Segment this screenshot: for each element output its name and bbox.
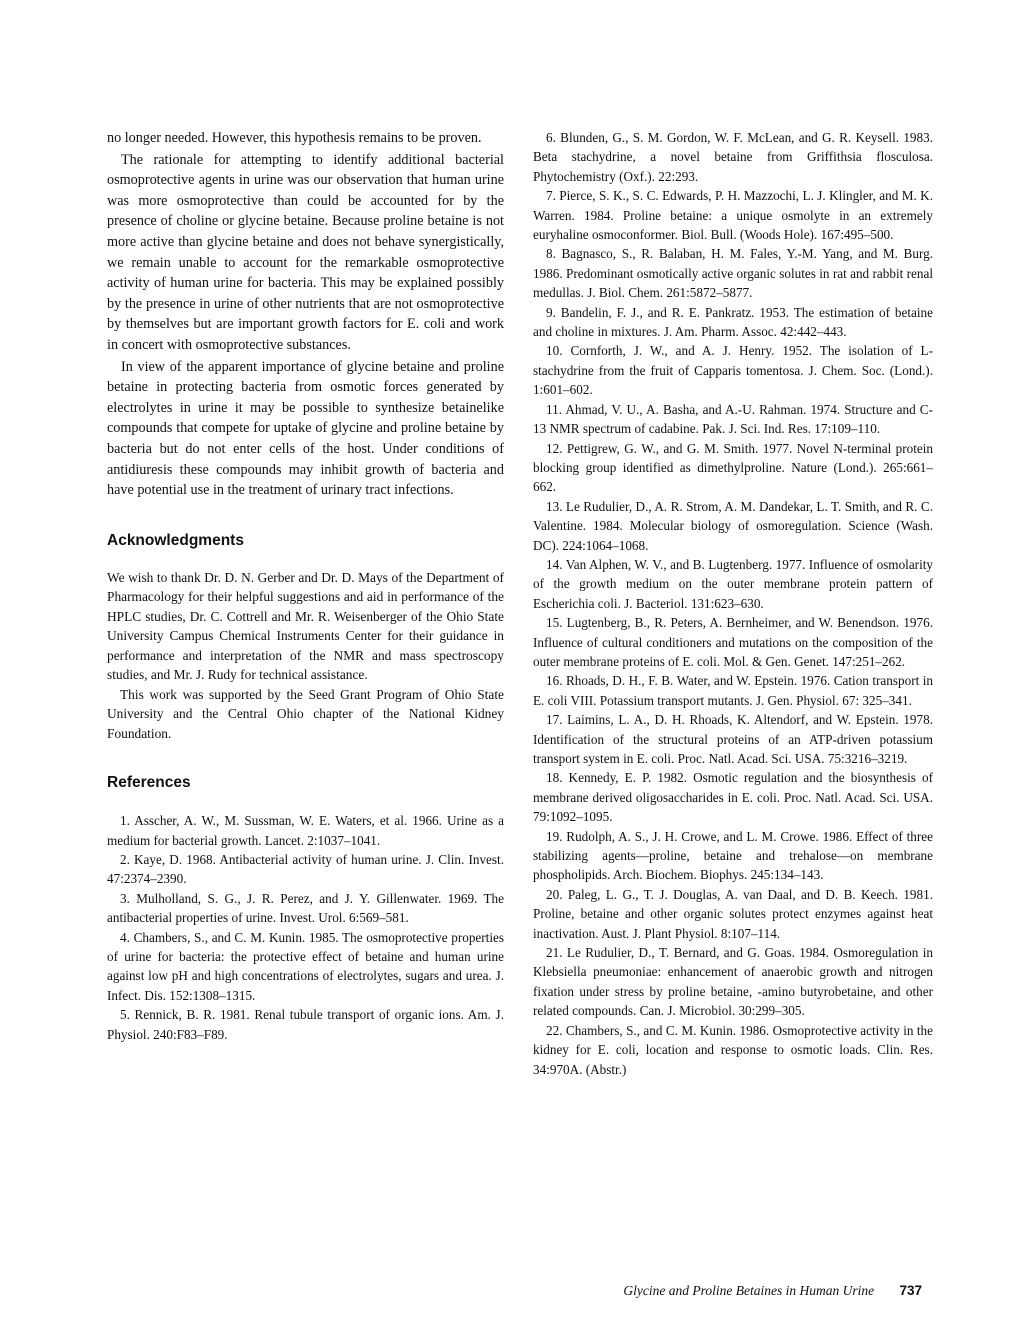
reference-item: 19. Rudolph, A. S., J. H. Crowe, and L. M. Crowe. 1986. Effect of three stabilizing agents—proline, betaine and trehalose—on membrane phospholipids. Arch. Biochem. Biophys. 245:134–143. [533,828,933,883]
reference-list-left [107,811,504,1044]
left-column [107,128,504,1044]
reference-item: 12. Pettigrew, G. W., and G. M. Smith. 1977. Novel N-terminal protein blocking group identified as dimethylproline. Nature (Lond.). 265:661–662. [533,440,933,495]
reference-item: 18. Kennedy, E. P. 1982. Osmotic regulation and the biosynthesis of membrane derived oligosaccharides in E. coli. Proc. Natl. Acad. Sci. USA. 79:1092–1095. [533,770,933,825]
acknowledgments-heading: Acknowledgments [107,531,244,549]
reference-item: 5. Rennick, B. R. 1981. Renal tubule transport of organic ions. Am. J. Physiol. 240:F83–F89. [107,1007,504,1042]
page-footer [623,1283,922,1299]
acknowledgments-paragraph: This work was supported by the Seed Grant Program of Ohio State University and the Central Ohio chapter of the National Kidney Foundation. [107,686,504,741]
reference-item: 10. Cornforth, J. W., and A. J. Henry. 1952. The isolation of L-stachydrine from the fruit of Capparis tomentosa. J. Chem. Soc. (Lond.). 1:601–602. [533,343,933,398]
reference-item: 15. Lugtenberg, B., R. Peters, A. Bernheimer, and W. Benendson. 1976. Influence of cultural conditioners and mutations on the composition of the outer membrane proteins of E. coli. Mol. & Gen. Genet. 147:251–262. [533,615,933,669]
references-heading: References [107,774,191,792]
reference-item: 17. Laimins, L. A., D. H. Rhoads, K. Altendorf, and W. Epstein. 1978. Identification of the structural proteins of an ATP-driven potassium transport system in E. coli. Proc. Natl. Acad. Sci. USA. 75:3216–3219. [533,712,933,766]
running-title: Glycine and Proline Betaines in Human Urine [623,1283,875,1298]
reference-item: 16. Rhoads, D. H., F. B. Water, and W. Epstein. 1976. Cation transport in E. coli VIII. Potassium transport mutants. J. Gen. Physiol. 67: 325–341. [533,673,933,708]
reference-item: 4. Chambers, S., and C. M. Kunin. 1985. The osmoprotective properties of urine for bacteria: the protective effect of betaine and human urine against low pH and high concentrations of electrolytes, sugars and urea. J. Infect. Dis. 152:1308–1315. [107,929,504,1003]
body-paragraph: no longer needed. However, this hypothesis remains to be proven. [107,130,482,146]
reference-item: 2. Kaye, D. 1968. Antibacterial activity of human urine. J. Clin. Invest. 47:2374–2390. [107,852,504,887]
reference-item: 11. Ahmad, V. U., A. Basha, and A.-U. Rahman. 1974. Structure and C-13 NMR spectrum of cadabine. Pak. J. Sci. Ind. Res. 17:109–110. [533,401,933,437]
reference-item: 9. Bandelin, F. J., and R. E. Pankratz. 1953. The estimation of betaine and choline in mixtures. J. Am. Pharm. Assoc. 42:442–443. [533,304,933,340]
reference-item: 22. Chambers, S., and C. M. Kunin. 1986. Osmoprotective activity in the kidney for E. coli, location and response to osmotic loads. Clin. Res. 34:970A. (Abstr.) [533,1022,933,1077]
reference-item: 7. Pierce, S. K., S. C. Edwards, P. H. Mazzochi, L. J. Klingler, and M. K. Warren. 1984. Proline betaine: a unique osmolyte in an extremely euryhaline osmoconformer. Biol. Bull. (Woods Hole). 167:495–500. [533,188,933,243]
reference-item: 8. Bagnasco, S., R. Balaban, H. M. Fales, Y.-M. Yang, and M. Burg. 1986. Predominant osmotically active organic solutes in rat and rabbit renal medullas. J. Biol. Chem. 261:5872–5877. [533,246,933,301]
reference-item: 13. Le Rudulier, D., A. R. Strom, A. M. Dandekar, L. T. Smith, and R. C. Valentine. 1984. Molecular biology of osmoregulation. Science (Wash. DC). 224:1064–1068. [533,498,933,553]
reference-item: 1. Asscher, A. W., M. Sussman, W. E. Waters, et al. 1966. Urine as a medium for bacterial growth. Lancet. 2:1037–1041. [107,813,504,848]
body-paragraph: The rationale for attempting to identify additional bacterial osmoprotective agents in urine was our observation that human urine was more osmoprotective than could be accounted for by the presence of choline or glycine betaine. Because proline betaine is not more active than glycine betaine and does not behave synergistically, we remain unable to account for the remarkable osmoprotective activity of human urine for bacteria. This may be explained possibly by the presence in urine of other nutrients that are not osmoprotective by themselves but are important growth factors for E. coli and work in concert with osmoprotective substances. [107,151,504,353]
reference-item: 14. Van Alphen, W. V., and B. Lugtenberg. 1977. Influence of osmolarity of the growth medium on the outer membrane protein pattern of Escherichia coli. J. Bacteriol. 131:623–630. [533,556,933,611]
acknowledgments-paragraph: We wish to thank Dr. D. N. Gerber and Dr. D. Mays of the Department of Pharmacology for their helpful suggestions and aid in performance of the HPLC studies, Dr. C. Cottrell and Mr. R. Weisenberger of the Ohio State University Campus Chemical Instruments Center for their guidance in performance and interpretation of the NMR and mass spectroscopy studies, and Mr. J. Rudy for technical assistance. [107,569,504,683]
reference-item: 21. Le Rudulier, D., T. Bernard, and G. Goas. 1984. Osmoregulation in Klebsiella pneumoniae: enhancement of anaerobic growth and nitrogen fixation under stress by proline betaine, -amino butyrobetaine, and other related compounds. Can. J. Microbiol. 30:299–305. [533,945,933,1019]
right-column [533,128,933,1079]
reference-item: 3. Mulholland, S. G., J. R. Perez, and J. Y. Gillenwater. 1969. The antibacterial properties of urine. Invest. Urol. 6:569–581. [107,890,504,926]
page-number: 737 [899,1283,922,1298]
reference-item: 6. Blunden, G., S. M. Gordon, W. F. McLean, and G. R. Keysell. 1983. Beta stachydrine, a novel betaine from Griffithsia flosculosa. Phytochemistry (Oxf.). 22:293. [533,130,933,184]
body-paragraph: In view of the apparent importance of glycine betaine and proline betaine in protecting bacteria from osmotic forces generated by electrolytes in urine it may be possible to synthesize betainelike compounds that compete for uptake of glycine and proline betaine by bacteria but do not enter cells of the host. Under conditions of antidiuresis these compounds may inhibit growth of bacteria and have potential use in the treatment of urinary tract infections. [107,358,504,499]
reference-item: 20. Paleg, L. G., T. J. Douglas, A. van Daal, and D. B. Keech. 1981. Proline, betaine and other organic solutes protect enzymes against heat inactivation. Aust. J. Plant Physiol. 8:107–114. [533,886,933,941]
